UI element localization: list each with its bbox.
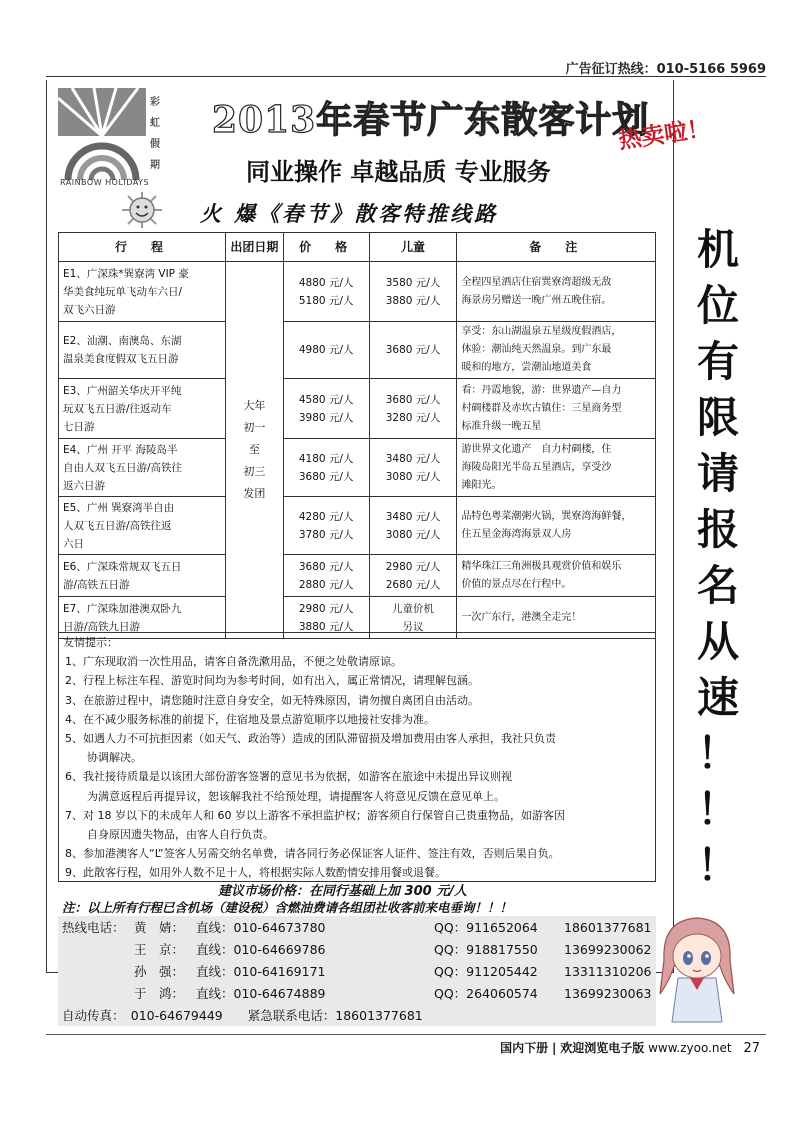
tip-item: 自身原因遗失物品，由客人自行负责。 [87, 828, 274, 842]
route-line: 七日游 [63, 420, 95, 433]
price-value: 3880 元/人 [298, 620, 354, 633]
note-line: 一次广东行，港澳全走完！ [461, 611, 582, 623]
date-line: 初一 [243, 421, 266, 434]
slogan-char: 有 [696, 337, 739, 386]
price-value: 5180 元/人 [298, 294, 354, 307]
contact-mobile: 13699230062 [564, 942, 652, 957]
slogan-char: 报 [696, 505, 739, 554]
route-line: E2、汕潮、南澳岛、东湖 [63, 335, 182, 347]
contact-row [62, 940, 651, 961]
tips-title: 友情提示： [63, 636, 118, 649]
ad-hotline: 广告征订热线：010-5166 5969 [565, 62, 766, 77]
route-line: E3、广州韶关华庆开平纯 [63, 384, 182, 397]
market-price-note: 建议市场价格：在同行基础上加 300 元/人 [218, 884, 467, 899]
contact-qq: QQ：911205442 [434, 964, 538, 979]
contact-row [62, 984, 651, 1005]
contact-phone: 直线：010-64673780 [196, 920, 326, 935]
note-line: 享受：东山湖温泉五星级度假酒店， [461, 326, 622, 337]
note-line: 全程四星酒店住宿巽寮湾超级无敌 [461, 276, 612, 288]
table-header-row [59, 233, 656, 262]
emergency-phone: 紧急联系电话：18601377681 [247, 1008, 423, 1023]
child-price-cell [369, 555, 457, 597]
slogan-char: ！ [696, 729, 739, 778]
tip-item: 2、行程上标注车程、游览时间均为参考时间，如有出入，属正常情况，请理解包涵。 [65, 674, 479, 688]
note-line: 标准升级一晚五星 [461, 420, 542, 432]
tips-box [58, 632, 656, 882]
contact-qq: QQ：918817550 [434, 942, 538, 957]
price-value: 2980 元/人 [298, 602, 354, 615]
service-slogan: 同业操作 卓越品质 专业服务 [246, 158, 551, 186]
limited-seats-slogan [688, 222, 748, 894]
route-line: 玩双飞五日游/往返动车 [63, 402, 172, 415]
contact-mobile: 13311310206 [564, 964, 652, 979]
contact-name: 王 京： [134, 942, 185, 957]
logo-char: 彩 [150, 97, 160, 108]
fee-note: 注：以上所有行程已含机场（建设税）含燃油费请各组团社收客前来电垂询！！！ [62, 900, 513, 915]
contact-row [62, 962, 651, 983]
route-line: 游/高铁五日游 [63, 578, 130, 591]
price-value: 3780 元/人 [298, 528, 354, 541]
contact-name: 于 鸿： [134, 986, 185, 1001]
note-line: 精华珠江三角洲极具观赏价值和娱乐 [461, 560, 622, 572]
note-line: 游世界文化遗产 自力村碉楼，住 [461, 443, 612, 455]
tip-item: 为满意返程后再提异议，恕该解我社不给预处理，请提醒客人将意见反馈在意见单上。 [87, 789, 505, 803]
child-price-cell [369, 322, 457, 379]
slogan-char: 机 [696, 225, 739, 274]
child-price-value: 2680 元/人 [385, 578, 441, 591]
price-cell [283, 379, 369, 439]
top-divider [46, 76, 766, 77]
child-price-value: 3480 元/人 [385, 452, 441, 465]
note-line: 看：丹霞地貌，游：世界遗产—自力 [461, 384, 622, 396]
contact-phone: 直线：010-64674889 [196, 986, 326, 1001]
note-line: 价值的景点尽在行程中。 [461, 578, 572, 590]
tip-item: 9、此散客行程，如用外人数不足十人，将根据实际人数酌情安排用餐或退餐。 [65, 866, 446, 880]
route-line: 人双飞五日游/高铁往返 [63, 519, 172, 532]
tip-item: 3、在旅游过程中，请您随时注意自身安全，如无特殊原因，请勿擅自离团自由活动。 [65, 693, 479, 707]
child-price-value: 3080 元/人 [385, 528, 441, 541]
note-line: 体验：潮汕纯天然温泉。到广东最 [461, 344, 612, 355]
departure-date-cell [225, 262, 283, 639]
cartoon-girl-icon [654, 910, 740, 1030]
note-cell [457, 379, 656, 439]
table-row [59, 322, 656, 379]
tip-item: 8、参加港澳客人“L”签客人另需交纳名单费，请各同行务必保证客人证件、签注有效，否则后果自负。 [65, 847, 560, 861]
price-value: 3980 元/人 [298, 411, 354, 424]
logo-char: 虹 [150, 118, 160, 129]
col-header-date: 出团日期 [225, 233, 283, 262]
price-value: 4180 元/人 [298, 452, 354, 465]
note-line: 海景房另赠送一晚广州五晚住宿。 [461, 294, 612, 306]
slogan-char: ！ [696, 785, 739, 834]
note-line: 村碉楼群及赤坎古镇住：三星商务型 [461, 402, 622, 414]
child-price-value: 2980 元/人 [385, 560, 441, 573]
route-line: 返六日游 [63, 479, 105, 492]
contact-phone: 直线：010-64669786 [196, 942, 326, 957]
routes-table [58, 232, 656, 639]
slogan-char: 从 [696, 617, 739, 666]
child-price-value: 儿童价机 [392, 602, 435, 615]
date-line: 初三 [243, 465, 266, 478]
child-price-cell [369, 262, 457, 322]
date-line: 发团 [243, 487, 266, 500]
child-price-value: 3680 元/人 [385, 393, 441, 406]
child-price-value: 3580 元/人 [385, 276, 441, 289]
table-row [59, 439, 656, 497]
tip-item: 协调解决。 [87, 751, 142, 765]
route-cell [59, 497, 226, 555]
route-cell [59, 555, 226, 597]
slogan-char: ！ [696, 841, 739, 890]
child-price-cell [369, 497, 457, 555]
fax-row [62, 1006, 423, 1024]
logo-english-name: RAINBOW HOLIDAYS [60, 178, 150, 187]
slogan-char: 请 [696, 449, 739, 498]
price-value: 2880 元/人 [298, 578, 354, 591]
price-cell [283, 262, 369, 322]
tip-item: 4、在不减少服务标准的前提下，住宿地及景点游览顺序以地接社安排为准。 [65, 712, 435, 726]
footer-site: www.zyoo.net [648, 1041, 732, 1055]
col-header-note: 备 注 [457, 233, 656, 262]
note-line: 品特色粤菜潮粥火锅，巽寮湾海鲜餐， [461, 510, 632, 522]
note-line: 暖和的地方，尝潮汕地道美食 [461, 362, 592, 373]
note-cell [457, 555, 656, 597]
price-value: 4280 元/人 [298, 510, 354, 523]
tip-item: 7、对 18 岁以下的未成年人和 60 岁以上游客不承担监护权；游客须自行保管自己贵重物品，如游客因 [65, 808, 565, 822]
slogan-char: 速 [696, 673, 739, 722]
route-line: 六日 [63, 537, 84, 550]
route-line: 温泉美食度假双飞五日游 [63, 353, 179, 365]
price-value: 3680 元/人 [298, 560, 354, 573]
hot-sale-badge: 热卖啦！ [616, 115, 712, 155]
route-line: E5、广州 巽寮湾半自由 [63, 501, 175, 514]
price-cell [283, 555, 369, 597]
note-cell [457, 497, 656, 555]
logo-char: 假 [150, 139, 160, 150]
date-line: 大年 [243, 399, 266, 412]
logo-char: 期 [150, 160, 160, 171]
hotline-label: 热线电话： [62, 920, 125, 935]
table-row [59, 497, 656, 555]
child-price-value: 另议 [402, 620, 424, 633]
col-header-child: 儿童 [369, 233, 457, 262]
route-cell [59, 379, 226, 439]
slogan-char: 限 [696, 393, 739, 442]
tip-item: 6、我社接待质量是以该团大部份游客签署的意见书为依据，如游客在旅途中未提出异议则视 [65, 770, 512, 784]
route-line: 日游/高铁九日游 [63, 620, 141, 633]
note-cell [457, 439, 656, 497]
child-price-value: 3880 元/人 [385, 294, 441, 307]
price-value: 4580 元/人 [298, 393, 354, 406]
contact-mobile: 18601377681 [564, 920, 652, 935]
route-line: 自由人双飞五日游/高铁往 [63, 461, 183, 474]
footer-slogan: 欢迎浏览电子版 [560, 1041, 645, 1055]
logo-chinese-name [150, 92, 160, 176]
contact-row [62, 918, 651, 939]
route-line: 双飞六日游 [63, 303, 116, 316]
contact-qq: QQ：911652064 [434, 920, 538, 935]
route-line: 华美食纯玩单飞动车六日/ [63, 285, 183, 298]
child-price-value: 3480 元/人 [385, 510, 441, 523]
footer-section: 国内下册 [500, 1041, 549, 1055]
route-line: E6、广深珠常规双飞五日 [63, 560, 182, 573]
price-value: 3680 元/人 [298, 470, 354, 483]
price-value: 4880 元/人 [298, 276, 354, 289]
route-line: E4、广州 开平 海陵岛半 [63, 443, 178, 456]
route-line: E7、广深珠加港澳双卧九 [63, 602, 182, 615]
contact-name: 孙 强： [134, 964, 185, 979]
note-cell [457, 262, 656, 322]
col-header-price: 价 格 [283, 233, 369, 262]
contact-name: 黄 婧： [134, 920, 185, 935]
tip-item: 5、如遇人力不可抗拒因素（如天气、政治等）造成的团队滞留损及增加费用由客人承担，我社只负责 [65, 732, 556, 746]
slogan-char: 位 [696, 281, 739, 330]
tip-item: 1、广东现取消一次性用品，请客自备洗漱用品，不便之处敬请原谅。 [65, 655, 402, 669]
table-row [59, 555, 656, 597]
route-cell [59, 322, 226, 379]
page-title: 2013年春节广东散客计划 [212, 99, 650, 141]
child-price-value: 3080 元/人 [385, 470, 441, 483]
slogan-char: 名 [696, 561, 739, 610]
featured-routes-heading: 火 爆《春节》散客特推线路 [200, 202, 499, 226]
child-price-value: 3680 元/人 [385, 344, 441, 356]
route-line: E1、广深珠*巽寮湾 VIP 豪 [63, 267, 189, 280]
price-cell [283, 497, 369, 555]
child-price-value: 3280 元/人 [385, 411, 441, 424]
price-cell [283, 322, 369, 379]
smiling-sun-icon [116, 190, 168, 230]
footer-divider [46, 1034, 766, 1035]
table-row [59, 379, 656, 439]
table-row [59, 262, 656, 322]
page-footer: 国内下册 | 欢迎浏览电子版 www.zyoo.net 27 [500, 1041, 760, 1056]
note-line: 滩阳光。 [461, 479, 502, 491]
note-line: 住五星金海湾海景双人房 [461, 528, 572, 540]
route-cell [59, 439, 226, 497]
date-line: 至 [248, 443, 260, 456]
child-price-cell [369, 379, 457, 439]
note-line: 海陵岛阳光半岛五星酒店，享受沙 [461, 461, 612, 473]
contact-phone: 直线：010-64169171 [196, 964, 326, 979]
contact-qq: QQ：264060574 [434, 986, 538, 1001]
price-cell [283, 439, 369, 497]
fax-number: 自动传真： 010-64679449 [62, 1008, 223, 1023]
route-cell [59, 262, 226, 322]
contact-mobile: 13699230063 [564, 986, 652, 1001]
page-number: 27 [743, 1041, 760, 1056]
col-header-route: 行 程 [59, 233, 226, 262]
child-price-cell [369, 439, 457, 497]
note-cell [457, 322, 656, 379]
price-value: 4980 元/人 [298, 344, 354, 356]
